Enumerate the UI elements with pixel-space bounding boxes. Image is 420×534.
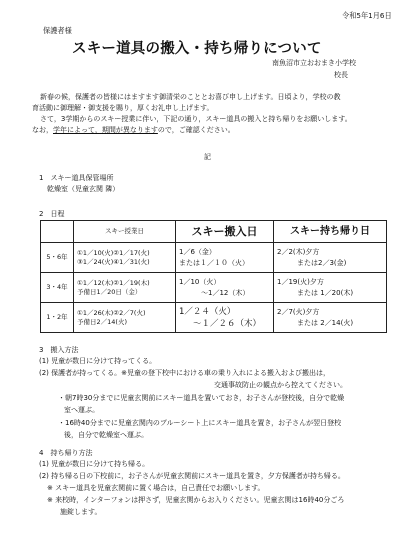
section2-heading: 2 日程 xyxy=(39,210,65,218)
grade-cell: 1・2年 xyxy=(41,303,74,333)
lesson-cell: ①1／12(木)②1／19(木) 予備日1／20日（金） xyxy=(74,273,176,303)
section1-body: 乾燥室（児童玄関 隣） xyxy=(47,185,120,193)
col-header-grade xyxy=(41,221,74,243)
intro-line-1: 新春の候，保護者の皆様にはますます御清栄のこととお喜び申し上げます。日頃より，学校の教 xyxy=(40,93,341,101)
ki-marker: 記 xyxy=(204,153,211,161)
intro-line-2: 育活動に御理解・御支援を賜り，厚くお礼申し上げます。 xyxy=(32,104,214,112)
table-header-row xyxy=(41,221,387,243)
intro-line-3: さて，3学期からのスキー授業に伴い，下記の通り，スキー道具の搬入と持ち帰りをお願いします。 xyxy=(40,115,352,123)
section4-heading: 4 持ち帰り方法 xyxy=(39,449,93,457)
document-title: スキー道具の搬入・持ち帰りについて xyxy=(72,41,322,57)
intro-line-4-emphasis: 学年によって，期間が異なります xyxy=(53,126,158,134)
col-header-lesson: スキー授業日 xyxy=(74,221,176,243)
intro-line-4 xyxy=(32,125,382,136)
section4-note-2: ※ 来校時，インターフォンは押さず，児童玄関からお入りください。児童玄関は16時40分ごろ xyxy=(47,496,345,504)
return-cell: 2／7(火)夕方 または 2／14(火) xyxy=(274,303,387,333)
lesson-cell: ①1／10(火)②1／17(火) ③1／24(火)④1／31(火) xyxy=(74,243,176,273)
table-row xyxy=(41,243,387,273)
grade-cell: 5・6年 xyxy=(41,243,74,273)
intro-line-4-a: なお， xyxy=(32,126,53,134)
col-header-delivery: スキー搬入日 xyxy=(176,221,274,243)
table-row xyxy=(41,273,387,303)
schedule-table xyxy=(40,220,387,333)
return-cell: 1／19(火)夕方 または 1／20(木) xyxy=(274,273,387,303)
section4-note-1: ※ スキー道具を児童玄関前に置く場合は，自己責任でお願いします。 xyxy=(47,484,265,492)
table-row xyxy=(41,303,387,333)
col-header-return: スキー持ち帰り日 xyxy=(274,221,387,243)
recipient: 保護者様 xyxy=(43,26,72,35)
section3-bullet-2: ・16時40分までに児童玄関内のブルーシート上にスキー道具を置き，お子さんが翌日登校 xyxy=(58,419,342,427)
section3-item-2-cont: 交通事故防止の観点から控えてください。 xyxy=(214,381,347,389)
intro-line-4-c: ので，ご確認ください。 xyxy=(157,126,235,134)
principal: 校長 xyxy=(334,71,348,79)
section4-item-1: (1) 児童が数日に分けて持ち帰る。 xyxy=(39,460,150,468)
document-date: 令和5年1月6日 xyxy=(342,11,392,20)
lesson-cell: ①1／26(木)②2／7(火) 予備日2／14(火) xyxy=(74,303,176,333)
school-name: 南魚沼市立おおまき小学校 xyxy=(272,59,356,67)
delivery-cell: 1／6（金） または１／１０（火） xyxy=(176,243,274,273)
grade-cell: 3・4年 xyxy=(41,273,74,303)
section3-bullet-1: ・朝7時30分までに児童玄関前にスキー道具を置いておき，お子さんが登校後，自分で乾燥 xyxy=(58,394,345,402)
return-cell: 2／2(木)夕方 または2／3(金) xyxy=(274,243,387,273)
section3-item-2: (2) 保護者が持ってくる。※児童の登下校中における車の乗り入れによる搬入および搬出は， xyxy=(39,369,331,377)
section3-bullet-2-cont: 後，自分で乾燥室へ運ぶ。 xyxy=(64,431,149,439)
section3-bullet-1-cont: 室へ運ぶ。 xyxy=(64,406,100,414)
delivery-cell: 1／２４（火） 〜１／２６（木） xyxy=(176,303,274,333)
section1-heading: 1 スキー道具保管場所 xyxy=(39,174,114,182)
delivery-cell: 1／10（火） 〜1／12（木） xyxy=(176,273,274,303)
section4-note-2-cont: 施錠します。 xyxy=(60,508,102,516)
section3-heading: 3 搬入方法 xyxy=(39,346,79,354)
section3-item-1: (1) 児童が数日に分けて持ってくる。 xyxy=(39,357,157,365)
section4-item-2: (2) 持ち帰る日の下校前に，お子さんが児童玄関前にスキー道具を置き，夕方保護者が持ち帰る。 xyxy=(39,472,345,480)
